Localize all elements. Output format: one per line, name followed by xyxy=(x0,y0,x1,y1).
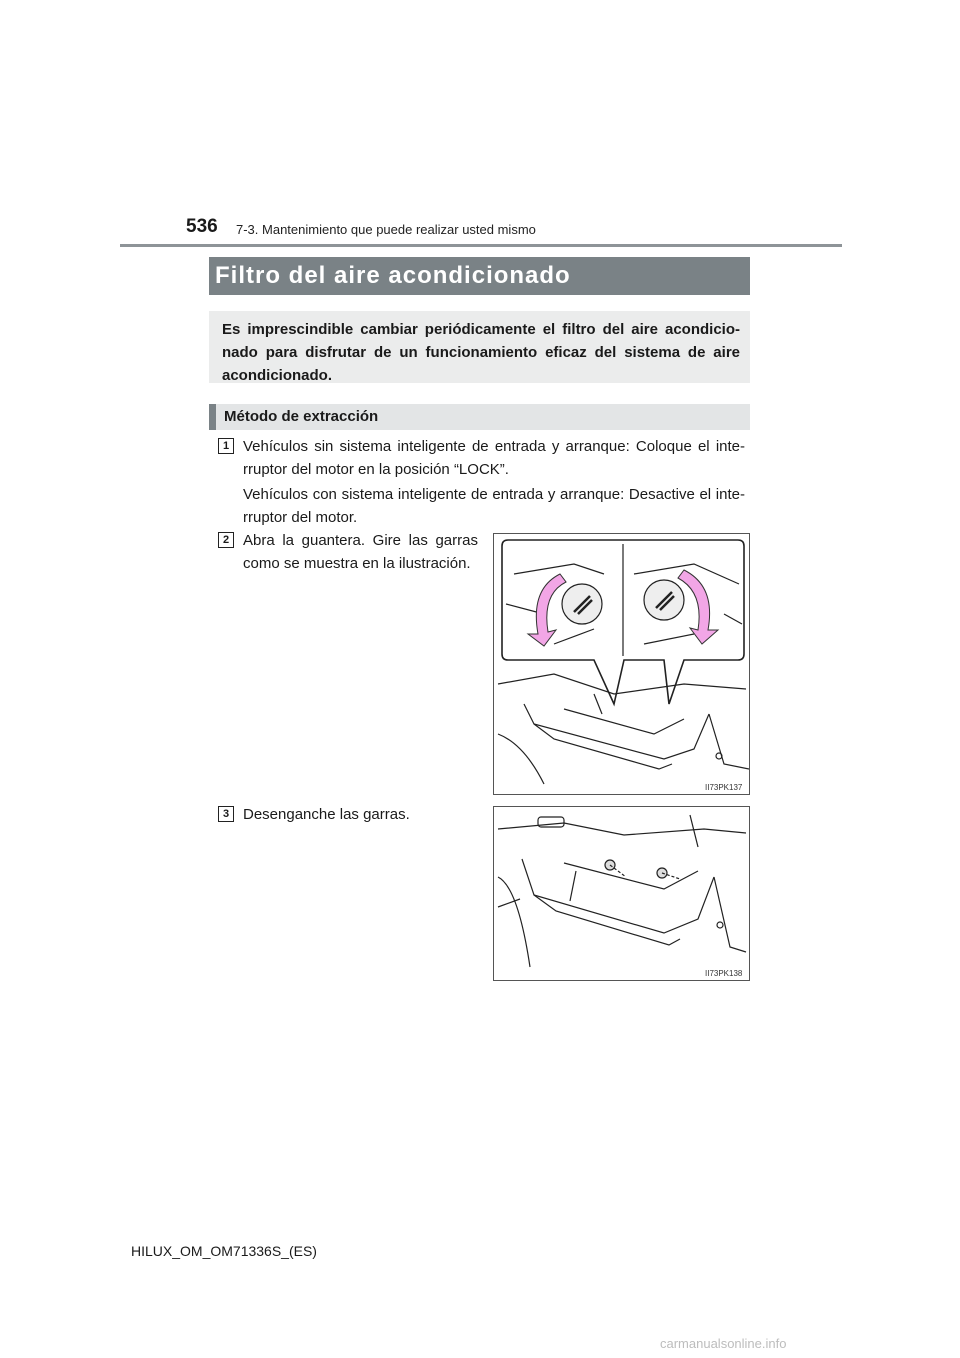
page-number: 536 xyxy=(186,216,218,237)
glovebox-claws-illustration xyxy=(494,534,749,794)
step-1-text: Vehículos sin sistema inteligente de entrada y arranque: Coloque el inte-rruptor del motor en la posición “LOCK”. xyxy=(243,438,745,478)
intro-text: Es imprescindible cambiar periódicamente el filtro del aire acondicio-nado para disfrutar de un funcionamiento eficaz del sistema de aire acondicionado. xyxy=(222,321,740,384)
intro-box xyxy=(209,311,750,383)
glovebox-release-illustration xyxy=(494,807,749,980)
page-title: Filtro del aire acondicionado xyxy=(209,257,750,295)
figure-glovebox-release xyxy=(493,806,750,981)
header-rule xyxy=(120,244,842,247)
figure-label-1: II73PK137 xyxy=(705,783,743,792)
step-1-text-2: Vehículos con sistema inteligente de entrada y arranque: Desactive el inte-rruptor del motor. xyxy=(243,486,745,526)
section-label: 7-3. Mantenimiento que puede realizar usted mismo xyxy=(236,222,536,237)
figure-glovebox-claws xyxy=(493,533,750,795)
footer-code: HILUX_OM_OM71336S_(ES) xyxy=(131,1243,317,1259)
step-3-text: Desenganche las garras. xyxy=(243,806,410,823)
step-number-2: 2 xyxy=(218,532,234,548)
step-2-text: Abra la guantera. Gire las garras como se muestra en la ilustración. xyxy=(243,532,478,572)
watermark: carmanualsonline.info xyxy=(660,1336,787,1351)
step-number-3: 3 xyxy=(218,806,234,822)
step-number-1: 1 xyxy=(218,438,234,454)
subheading: Método de extracción xyxy=(209,404,750,430)
figure-label-2: II73PK138 xyxy=(705,969,743,978)
